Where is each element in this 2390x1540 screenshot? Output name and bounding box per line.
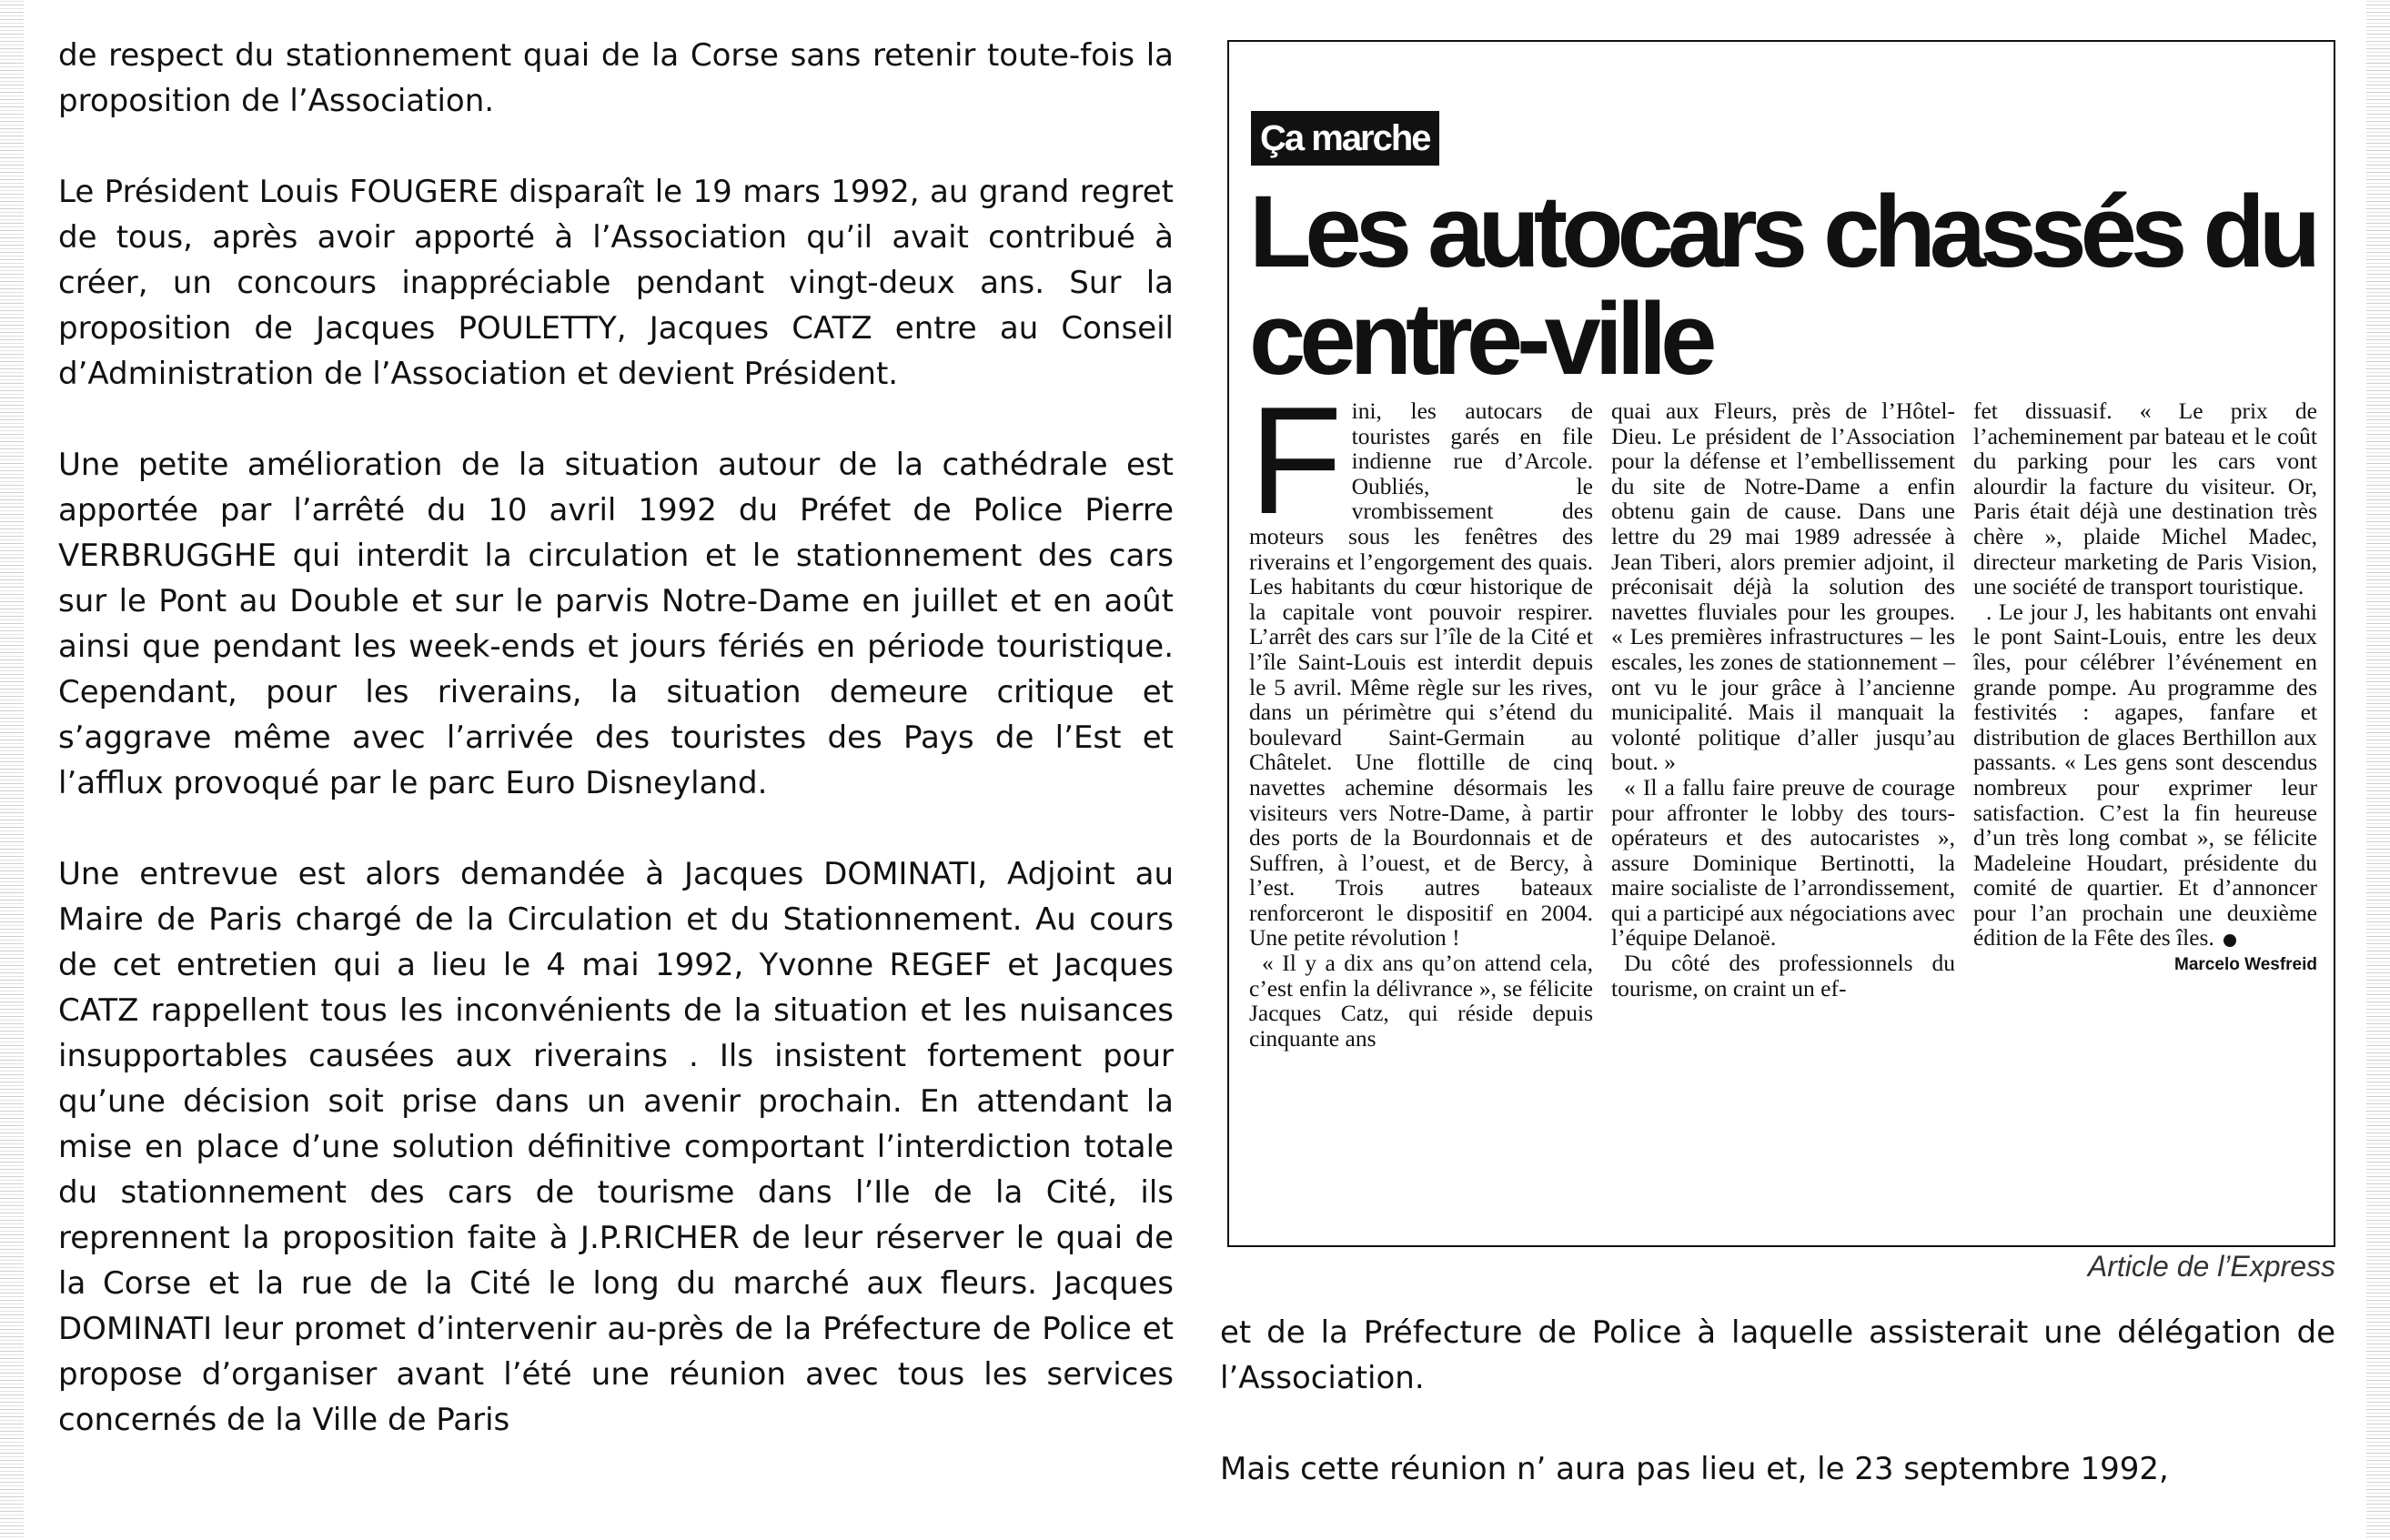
end-bullet-icon [2224, 934, 2236, 947]
scan-edge-right [2366, 0, 2390, 1540]
article-paragraph: Du côté des professionnels du tourisme, on craint un ef- [1611, 950, 1955, 1002]
paragraph: Une petite amélioration de la situation autour de la cathédrale est apportée par l’arrêté du 10 avril 1992 du Préfet de Police Pierre VERBRUGGHE qui interdit la circulation et le stationnement des cars sur le Pont au Double et sur le parvis Notre-Dame en juillet et en août ainsi que pendant les week-ends et jours fériés en période touristique. Cependant, pour les riverains, la situation demeure critique et s’aggrave même avec l’arrivée des touristes des Pays de l’Est et l’afflux provoqué par le parc Euro Disneyland. [58, 447, 1174, 801]
scan-edge-left [0, 0, 24, 1540]
article-paragraph: quai aux Fleurs, près de l’Hôtel-Dieu. Le président de l’Association pour la défense et l’embellissement du site de Notre-Dame a enfin obtenu gain de cause. Dans une lettre du 29 mai 1989 adressée à Jean Tiberi, alors premier adjoint, il préconisait déjà la solution des navettes fluviales pour les groupes. « Les premières infrastructures – les escales, les zones de stationnement – ont vu le jour grâce à l’ancienne municipalité. Mais il manquait la volonté politique d’aller jusqu’au bout. » [1611, 398, 1955, 776]
drop-cap: F [1249, 375, 1343, 546]
article-byline: Marcelo Wesfreid [2174, 955, 2317, 975]
right-text-column [1220, 1310, 2335, 1537]
newspaper-clipping [1227, 40, 2335, 1247]
paragraph: et de la Préfecture de Police à laquelle assisterait une délégation de l’Association. [1220, 1314, 2335, 1396]
paragraph: Mais cette réunion n’ aura pas lieu et, le 23 septembre 1992, [1220, 1451, 2169, 1487]
article-kicker: Ça marche [1251, 111, 1439, 166]
article-caption: Article de l’Express [2087, 1250, 2335, 1283]
article-columns [1249, 375, 2317, 1233]
article-headline: Les autocars chassés du centre-ville [1249, 175, 2315, 396]
article-paragraph [1249, 375, 1593, 951]
article-paragraph-text: ini, les autocars de touristes garés en file indienne rue d’Arcole. Oubliés, le vrombissement des moteurs sous les fenêtres des riverains et l’engorgement des quais. Les habitants du cœur historique de la capitale vont pouvoir respirer. L’arrêt des cars sur l’île de la Cité et l’île Saint-Louis est interdit depuis le 5 avril. Même règle sur les rives, dans un périmètre qui s’étend du boulevard Saint-Germain au Châtelet. Une flottille de cinq navettes achemine désormais les visiteurs vers Notre-Dame, à partir des ports de la Bourdonnais et de Suffren, à l’ouest, et de Bercy, à l’est. Trois autres bateaux renforceront le dispositif en 2004. Une petite révolution ! [1249, 398, 1593, 951]
article-column-2 [1611, 398, 1955, 1233]
article-paragraph: « Il a fallu faire preuve de courage pour affronter le lobby des tours-opérateurs et des autocaristes », assure Dominique Bertinotti, la maire socialiste de l’arrondissement, qui a participé aux négociations avec l’équipe Delanoë. [1611, 773, 1955, 951]
paragraph: Le Président Louis FOUGERE disparaît le 19 mars 1992, au grand regret de tous, après avoir apporté à l’Association qu’il avait contribué à créer, un concours inappréciable pendant vingt-deux ans. Sur la proposition de Jacques POULETTY, Jacques CATZ entre au Conseil d’Administration de l’Association et devient Président. [58, 174, 1174, 392]
article-paragraph: fet dissuasif. « Le prix de l’acheminement par bateau et le coût du parking pour les cars vont alourdir la facture du visiteur. Or, Paris était déjà une destination très chère », plaide Michel Madec, directeur marketing de Paris Vision, une société de transport touristique. [1973, 398, 2317, 600]
article-paragraph: « Il y a dix ans qu’on attend cela, c’est enfin la délivrance », se félicite Jacques Catz, qui réside depuis cinquante ans [1249, 950, 1593, 1052]
article-column-3 [1973, 398, 2317, 1233]
article-paragraph-text: . Le jour J, les habitants ont envahi le pont Saint-Louis, entre les deux îles, pour célébrer l’événement en grande pompe. Au programme des festivités : agapes, fanfare et distribution de glaces Berthillon aux passants. « Les gens sont descendus nombreux pour exprimer leur satisfaction. C’est la fin heureuse d’un très long combat », se félicite Madeleine Houdart, présidente du comité de quartier. Et d’annoncer pour l’an prochain une deuxième édition de la Fête des îles. [1973, 598, 2317, 951]
left-text-column [58, 33, 1174, 1443]
paragraph: de respect du stationnement quai de la Corse sans retenir toute-fois la proposition de l’Association. [58, 37, 1174, 119]
article-paragraph [1973, 599, 2317, 951]
paragraph: Une entrevue est alors demandée à Jacques DOMINATI, Adjoint au Maire de Paris chargé de la Circulation et du Stationnement. Au cours de cet entretien qui a lieu le 4 mai 1992, Yvonne REGEF et Jacques CATZ rappellent tous les inconvénients de la situation et les nuisances insupportables causées aux riverains . Ils insistent fortement pour qu’une décision soit prise dans un avenir prochain. En attendant la mise en place d’une solution définitive comportant l’interdiction totale du stationnement des cars de tourisme dans l’Ile de la Cité, ils reprennent la proposition faite à J.P.RICHER de leur réserver le quai de la Corse et la rue de la Cité le long du marché aux fleurs. Jacques DOMINATI leur promet d’intervenir au-près de la Préfecture de Police et propose d’organiser avant l’été une réunion avec tous les services concernés de la Ville de Paris [58, 856, 1174, 1438]
article-column-1 [1249, 375, 1593, 1233]
